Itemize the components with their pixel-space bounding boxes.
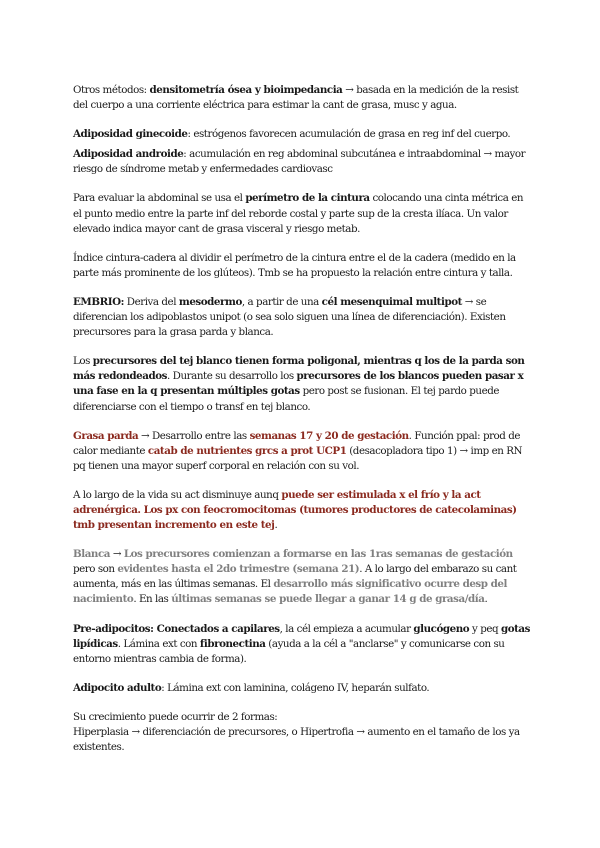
body-text: .: [484, 593, 488, 606]
emphasis-text: semanas 17 y 20 de gestación: [249, 429, 409, 442]
body-text: (ayuda a la cél a "anclarse" y comunicarse con su entorno mientras cambia de forma).: [73, 637, 505, 665]
paragraph-precursores: [73, 354, 533, 414]
emphasis-text: fibronectina: [199, 637, 266, 650]
paragraph-blanca: [73, 547, 533, 607]
paragraph-vida-act: [73, 488, 533, 533]
paragraph-perimetro-cintura: [73, 191, 533, 236]
body-text: → Desarrollo entre las: [138, 429, 250, 442]
paragraph-grasa-parda: [73, 429, 533, 474]
body-text: Los: [73, 355, 93, 368]
body-text: . En las: [133, 593, 172, 606]
body-text: : estrógenos favorecen acumulación de grasa en reg inf del cuerpo.: [187, 128, 511, 141]
emphasis-text: Los precursores comienzan a formarse en las 1ras semanas de gestación: [123, 548, 513, 561]
emphasis-text: perímetro de la cintura: [245, 192, 370, 205]
emphasis-text: glucógeno: [413, 622, 470, 635]
body-text: Hiperplasia → diferenciación de precursores, o Hipertrofia → aumento en el tamaño de los ya existentes.: [73, 726, 520, 754]
emphasis-text: precursores de los blancos pueden pasar x una fase en la q presentan múltiples gotas: [73, 370, 524, 398]
body-text: .: [274, 519, 278, 532]
body-text: . Función ppal: prod de calor mediante: [73, 429, 521, 457]
body-text: , la cél empieza a acumular: [279, 622, 414, 635]
emphasis-text: cél mesenquimal multipot: [321, 295, 462, 308]
emphasis-text: precursores del tej blanco tienen forma poligonal, mientras q los de la parda son más redondeados: [73, 355, 525, 383]
emphasis-text: EMBRIO:: [73, 295, 124, 308]
paragraph-adipocito-adulto: [73, 681, 533, 696]
body-text: pero post se fusionan. El tej pardo puede diferenciarse con el tiempo o transf en tej blanco.: [73, 385, 500, 413]
body-text: , a partir de una: [241, 295, 322, 308]
body-text: →: [110, 548, 124, 561]
paragraph-adiposidad-ginecoide: [73, 127, 533, 142]
emphasis-text: gotas lipídicas: [73, 622, 530, 650]
emphasis-text: Blanca: [73, 548, 111, 561]
emphasis-text: Adipocito adulto: [73, 681, 162, 694]
body-text: : Lámina ext con laminina, colágeno IV, heparán sulfato.: [161, 681, 430, 694]
emphasis-text: Grasa parda: [73, 429, 139, 442]
body-text: y peq: [469, 622, 501, 635]
document-body: [73, 83, 533, 769]
paragraph-embrio: [73, 295, 533, 340]
body-text: Otros métodos:: [73, 84, 150, 96]
body-text: Deriva del: [123, 295, 179, 308]
paragraph-otros-metodos: [73, 83, 533, 113]
body-text: → se diferencian los adipoblastos unipot (o sea solo siguen una línea de diferenciación). Existen precursores para la grasa parda y blanca.: [73, 295, 506, 339]
body-text: A lo largo de la vida su act disminuye aunq: [73, 488, 282, 501]
emphasis-text: mesodermo: [178, 295, 242, 308]
emphasis-text: catab de nutrientes grcs a prot UCP1: [147, 444, 347, 457]
emphasis-text: Adiposidad ginecoide: [73, 128, 188, 141]
paragraph-adiposidad-androide: [73, 147, 533, 177]
body-text: . Lámina ext con: [117, 637, 200, 650]
emphasis-text: Adiposidad androide: [73, 148, 184, 161]
emphasis-text: puede ser estimulada x el frío y la act adrenérgica. Los px con feocromocitomas (tumores productores de catecolaminas) tmb presentan incremento en este tej: [73, 488, 517, 532]
body-text: (desacopladora tipo 1) → imp en RN pq tienen una mayor superf corporal en relación con su vol.: [73, 444, 523, 472]
emphasis-text: desarrollo más significativo ocurre desp del nacimiento: [73, 578, 507, 606]
paragraph-crecimiento: [73, 710, 533, 755]
body-text: → basada en la medición de la resist del cuerpo a una corriente eléctrica para estimar la cant de grasa, musc y agua.: [73, 84, 519, 112]
body-text: : acumulación en reg abdominal subcutánea e intraabdominal → mayor riesgo de síndrome metab y enfermedades cardiovasc: [73, 148, 526, 176]
body-text: . Durante su desarrollo los: [167, 370, 297, 383]
emphasis-text: últimas semanas se puede llegar a ganar 14 g de grasa/día: [171, 593, 485, 606]
emphasis-text: Pre-adipocitos: Conectados a capilares: [73, 622, 280, 635]
emphasis-text: densitometría ósea y bioimpedancia: [149, 84, 343, 96]
body-text: colocando una cinta métrica en el punto medio entre la parte inf del reborde costal y parte sup de la cresta ilíaca. Un valor elevado indica mayor cant de grasa visceral y riesgo metab.: [73, 192, 524, 235]
body-text: Para evaluar la abdominal se usa el: [73, 192, 246, 205]
body-text: pero son: [73, 563, 118, 576]
body-text: Índice cintura-cadera al dividir el perímetro de la cintura entre el de la cadera (medido en la parte más prominente de los glúteos). Tmb se ha propuesto la relación entre cintura y talla.: [73, 251, 516, 279]
paragraph-pre-adipocitos: [73, 622, 533, 667]
paragraph-indice-cintura-cadera: [73, 251, 533, 281]
body-text: Su crecimiento puede ocurrir de 2 formas:: [73, 710, 278, 723]
body-text: . A lo largo del embarazo su cant aumenta, más en las últimas semanas. El: [73, 563, 517, 591]
emphasis-text: evidentes hasta el 2do trimestre (semana 21): [117, 563, 360, 576]
